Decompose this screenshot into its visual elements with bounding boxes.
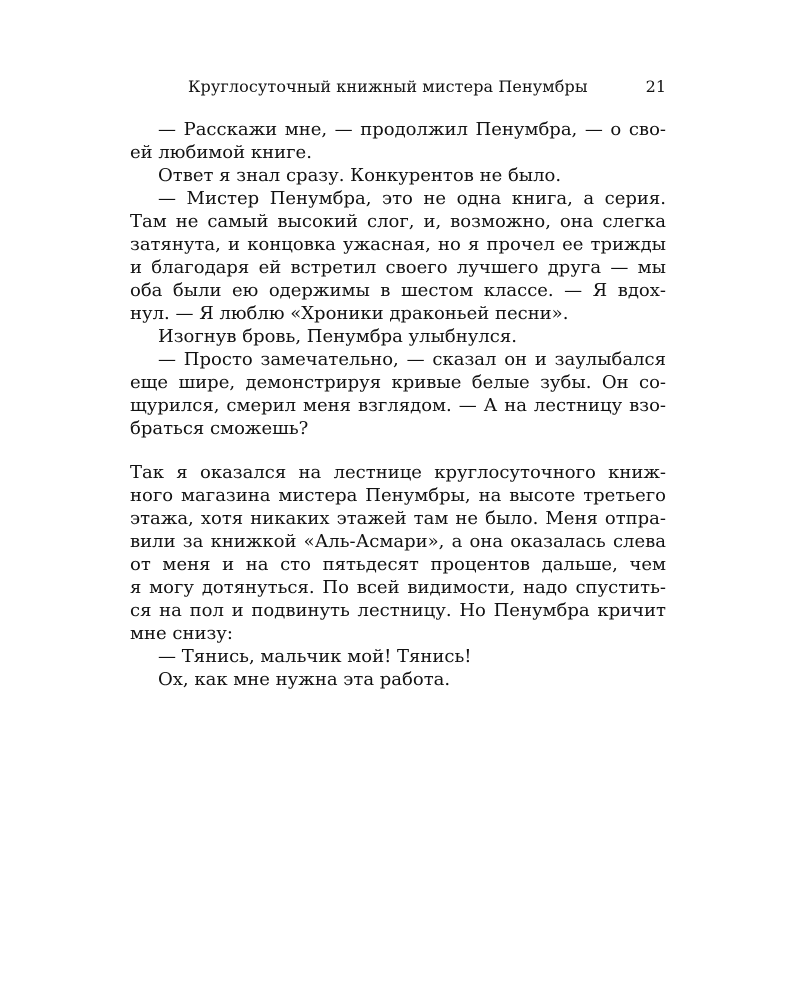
text-line: — Расскажи мне, — продолжил Пенумбра, — о сво- [158, 119, 666, 140]
text-block-dialogue [130, 118, 666, 440]
text-line: браться сможешь? [130, 418, 309, 439]
text-line: затянута, и концовка ужасная, но я прочел ее трижды [130, 234, 666, 255]
text-line: — Тянись, мальчик мой! Тянись! [158, 646, 472, 667]
text-line: ного магазина мистера Пенумбры, на высоте третьего [130, 485, 666, 506]
running-title: Круглосуточный книжный мистера Пенумбры [188, 77, 588, 96]
text-line: — Мистер Пенумбра, это не одна книга, а серия. [158, 188, 666, 209]
text-line: щурился, смерил меня взглядом. — А на лестницу взо- [130, 395, 666, 416]
text-line: вили за книжкой «Аль-Асмари», а она оказалась слева [130, 531, 666, 552]
text-line: Изогнув бровь, Пенумбра улыбнулся. [158, 326, 517, 347]
text-line: и благодаря ей встретил своего лучшего друга — мы [130, 257, 666, 278]
text-line: этажа, хотя никаких этажей там не было. Меня отпра- [130, 508, 666, 529]
text-line: — Просто замечательно, — сказал он и заулыбался [158, 349, 666, 370]
text-line: еще шире, демонстрируя кривые белые зубы. Он со- [130, 372, 666, 393]
text-line: ся на пол и подвинуть лестницу. Но Пенумбра кричит [130, 600, 666, 621]
text-line: Так я оказался на лестнице круглосуточного книж- [130, 462, 666, 483]
text-line: оба были ею одержимы в шестом классе. — Я вдох- [130, 280, 666, 301]
text-line: я могу дотянуться. По всей видимости, надо спустить- [130, 577, 666, 598]
text-line: Ответ я знал сразу. Конкурентов не было. [158, 165, 562, 186]
text-line: мне снизу: [130, 623, 233, 644]
text-line: Там не самый высокий слог, и, возможно, она слегка [130, 211, 666, 232]
text-line: ей любимой книге. [130, 142, 312, 163]
text-line: от меня и на сто пятьдесят процентов дальше, чем [130, 554, 666, 575]
running-header [130, 76, 666, 100]
text-line: Ох, как мне нужна эта работа. [158, 669, 451, 690]
page-number: 21 [645, 77, 666, 96]
text-block-narrative [130, 461, 666, 691]
text-line: нул. — Я люблю «Хроники драконьей песни». [130, 303, 569, 324]
